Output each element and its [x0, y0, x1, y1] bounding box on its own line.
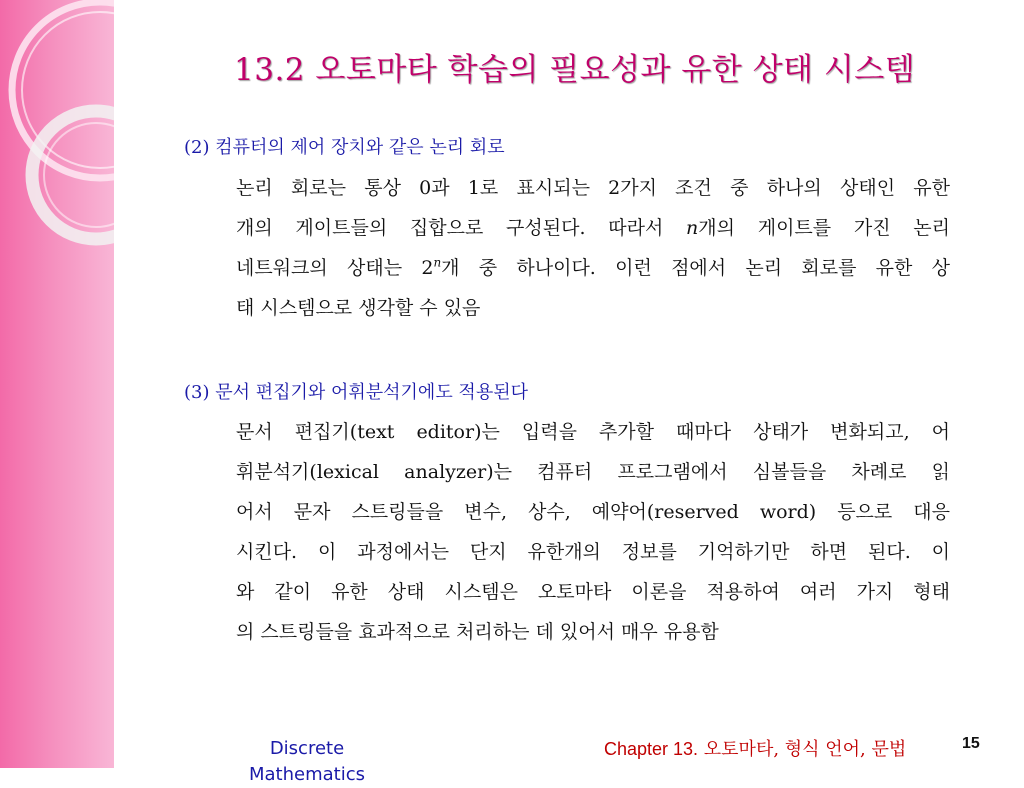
footer-chapter-title: 오토마타, 형식 언어, 문법 — [698, 739, 907, 760]
decorative-sidebar — [0, 0, 114, 768]
italic-variable-n: n — [686, 217, 699, 239]
paragraph-line: 의 스트링들을 효과적으로 처리하는 데 있어서 매우 유용함 — [236, 621, 719, 643]
superscript-n: n — [433, 255, 442, 270]
text-segment: 개 중 하나이다. 이런 점에서 논리 회로를 유한 상 — [441, 257, 950, 279]
footer-course-name: Discrete Mathematics — [249, 738, 365, 785]
decorative-rings-graphic — [0, 0, 114, 768]
text-segment: 네트워크의 상태는 2 — [236, 257, 434, 279]
page-number: 15 — [962, 735, 980, 752]
section-heading-3: (3) 문서 편집기와 어휘분석기에도 적용된다 — [184, 382, 528, 403]
text-segment: 개의 게이트들의 집합으로 구성된다. 따라서 — [236, 217, 687, 239]
paragraph-line: 휘분석기(lexical analyzer)는 컴퓨터 프로그램에서 심볼들을 차례로 읽 — [236, 461, 950, 483]
paragraph-line: 와 같이 유한 상태 시스템은 오토마타 이론을 적용하여 여러 가지 형태 — [236, 581, 950, 603]
footer-chapter-number: Chapter 13. — [604, 739, 699, 759]
paragraph-line: 어서 문자 스트링들을 변수, 상수, 예약어(reserved word) 등으로 대응 — [236, 501, 950, 523]
paragraph-line: 태 시스템으로 생각할 수 있음 — [236, 297, 481, 319]
footer-chapter — [604, 735, 906, 761]
paragraph-line: 시킨다. 이 과정에서는 단지 유한개의 정보를 기억하기만 하면 된다. 이 — [236, 541, 950, 563]
section-heading-2: (2) 컴퓨터의 제어 장치와 같은 논리 회로 — [184, 137, 505, 158]
paragraph-line: 논리 회로는 통상 0과 1로 표시되는 2가지 조건 중 하나의 상태인 유한 — [236, 177, 950, 199]
paragraph-line: 문서 편집기(text editor)는 입력을 추가할 때마다 상태가 변화되고, 어 — [236, 421, 950, 443]
slide-title: 13.2 오토마타 학습의 필요성과 유한 상태 시스템 — [234, 52, 916, 88]
paragraph-line — [236, 216, 950, 240]
text-segment: 개의 게이트를 가진 논리 — [698, 217, 950, 239]
paragraph-line — [236, 256, 950, 280]
